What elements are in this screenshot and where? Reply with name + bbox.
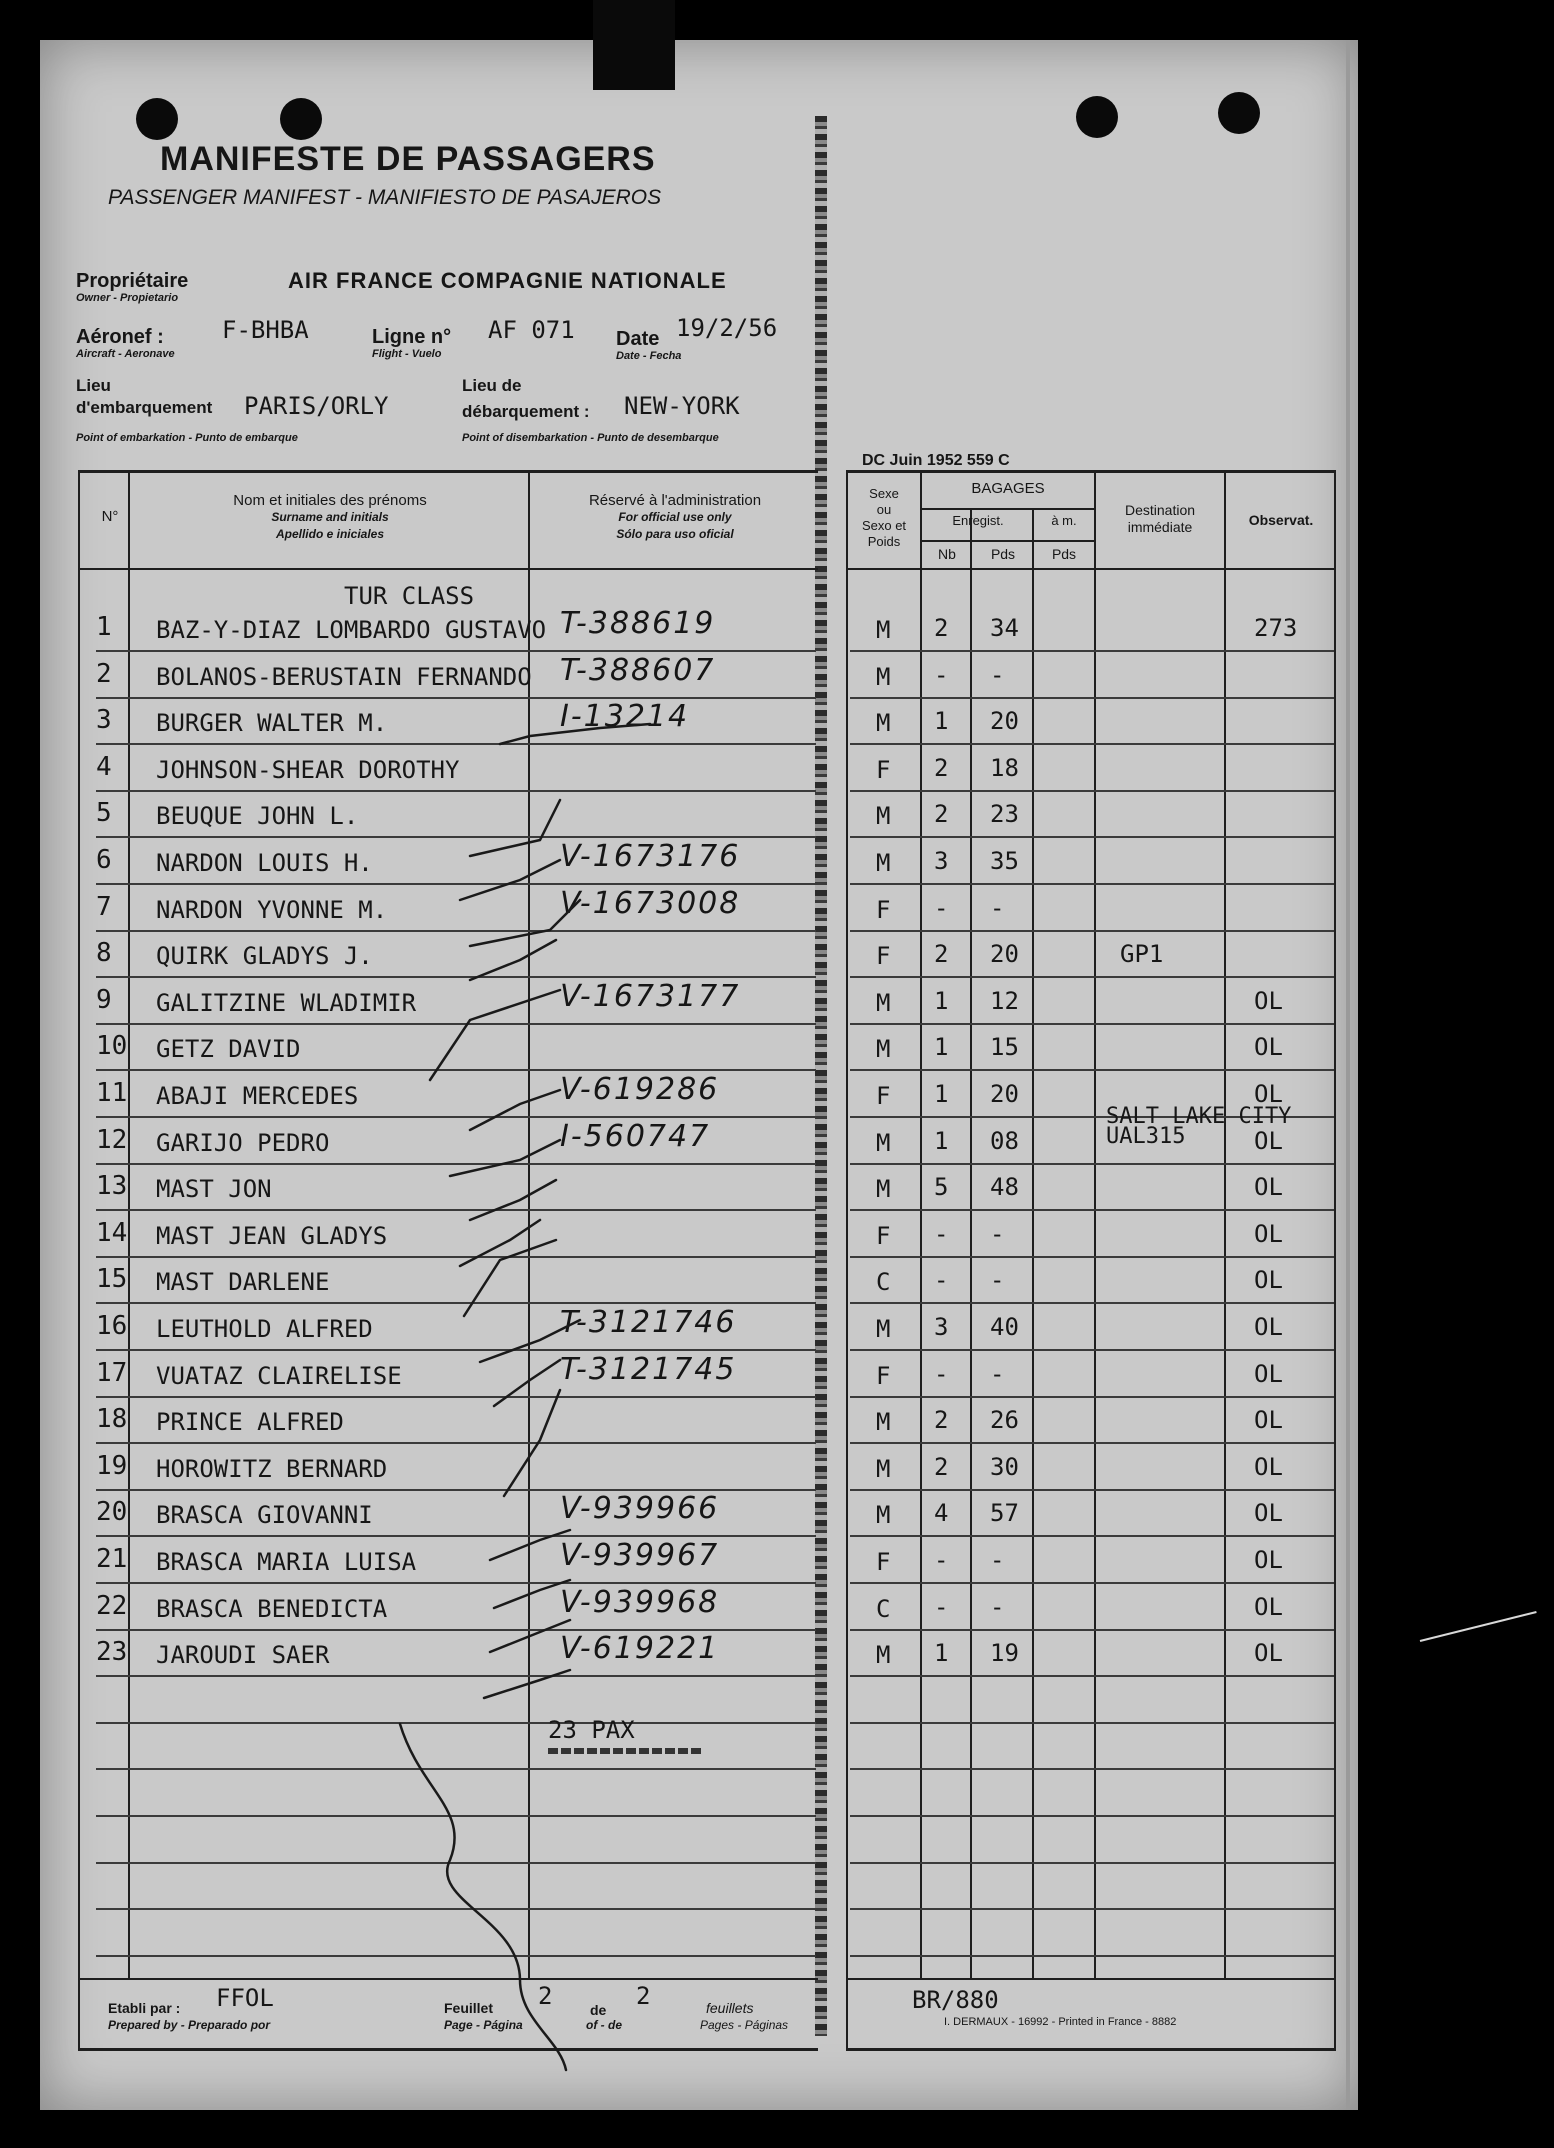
passenger-sex: M bbox=[876, 988, 891, 1017]
baggage-weight: 08 bbox=[990, 1126, 1019, 1155]
baggage-weight: 20 bbox=[990, 940, 1019, 969]
baggage-weight: 18 bbox=[990, 753, 1019, 782]
baggage-count: 2 bbox=[934, 753, 949, 782]
baggage-weight: 20 bbox=[990, 1080, 1019, 1108]
col-header-destination: Destination immédiate bbox=[1124, 502, 1196, 535]
baggage-weight: 57 bbox=[990, 1499, 1019, 1528]
document-number: T-388607 bbox=[560, 652, 716, 688]
passenger-sex: M bbox=[876, 1641, 891, 1670]
prepared-label: Etabli par : bbox=[108, 2000, 181, 2016]
baggage-count: - bbox=[934, 1546, 949, 1574]
col-header-sex-1: Sexe bbox=[869, 486, 899, 501]
col-header-pds: Pds bbox=[990, 546, 1016, 562]
check-mark bbox=[494, 1580, 570, 1608]
flight-sublabel: Flight - Vuelo bbox=[372, 348, 442, 360]
passenger-sex: M bbox=[876, 1035, 891, 1064]
col-header-hand: à m. bbox=[1051, 513, 1077, 528]
check-mark bbox=[490, 1620, 570, 1652]
passenger-name: JOHNSON-SHEAR DOROTHY bbox=[156, 755, 460, 784]
col-header-sex-3: Sexo et bbox=[861, 518, 907, 533]
passenger-name: BURGER WALTER M. bbox=[156, 709, 388, 738]
baggage-count: 1 bbox=[934, 1080, 949, 1108]
observation: OL bbox=[1254, 1266, 1283, 1295]
passenger-sex: M bbox=[876, 1175, 891, 1204]
check-mark bbox=[490, 1530, 570, 1560]
baggage-weight: 34 bbox=[990, 614, 1019, 642]
baggage-count: 2 bbox=[934, 800, 949, 829]
baggage-weight: - bbox=[990, 1592, 1005, 1621]
row-number: 6 bbox=[96, 845, 112, 875]
observation: 273 bbox=[1254, 614, 1298, 642]
row-number: 23 bbox=[96, 1637, 128, 1668]
baggage-count: 2 bbox=[934, 614, 949, 642]
passenger-sex: M bbox=[876, 1128, 891, 1157]
passenger-name: BEUQUE JOHN L. bbox=[156, 802, 359, 831]
aircraft-sublabel: Aircraft - Aeronave bbox=[76, 348, 175, 360]
page-title: MANIFESTE DE PASSAGERS bbox=[160, 140, 656, 178]
baggage-weight: - bbox=[990, 1359, 1005, 1388]
col-header-baggage: BAGAGES bbox=[971, 480, 1045, 497]
row-number: 8 bbox=[96, 938, 112, 969]
baggage-weight: - bbox=[990, 893, 1005, 922]
destination: SALT LAKE CITY UAL315 bbox=[1106, 1103, 1292, 1149]
col-header-admin-fr: Réservé à l'administration bbox=[588, 492, 762, 509]
passenger-sex: M bbox=[876, 1408, 891, 1437]
passenger-sex: M bbox=[876, 662, 891, 691]
baggage-weight: - bbox=[990, 1266, 1005, 1295]
col-header-name-en: Surname and initials bbox=[271, 510, 389, 524]
baggage-weight: 35 bbox=[990, 847, 1019, 875]
disembark-sublabel: Point of disembarkation - Punto de desembarque bbox=[462, 432, 719, 444]
baggage-weight: 26 bbox=[990, 1406, 1019, 1435]
document-number: V-619221 bbox=[560, 1631, 720, 1667]
col-header-registered: Enregist. bbox=[952, 513, 1004, 528]
document-number: V-939967 bbox=[560, 1538, 720, 1573]
embark-value: PARIS/ORLY bbox=[244, 392, 389, 420]
baggage-weight: - bbox=[990, 1219, 1005, 1248]
observation: OL bbox=[1254, 1313, 1283, 1341]
row-number: 16 bbox=[96, 1311, 128, 1341]
passenger-name: JAROUDI SAER bbox=[156, 1641, 330, 1670]
passenger-sex: M bbox=[876, 709, 891, 738]
passenger-sex: F bbox=[876, 1082, 891, 1110]
baggage-count: 1 bbox=[934, 1033, 949, 1062]
passenger-name: HOROWITZ BERNARD bbox=[156, 1454, 388, 1483]
observation: OL bbox=[1254, 1452, 1283, 1481]
passenger-name: BOLANOS-BERUSTAIN FERNANDO bbox=[156, 662, 532, 691]
embark-label: Lieu bbox=[76, 376, 111, 395]
baggage-count: 1 bbox=[934, 1639, 949, 1668]
passenger-sex: F bbox=[876, 1548, 891, 1576]
aircraft-label: Aéronef : bbox=[76, 326, 164, 348]
document-number: T-3121745 bbox=[560, 1351, 737, 1387]
passenger-sex: F bbox=[876, 942, 891, 971]
baggage-count: 2 bbox=[934, 940, 949, 969]
col-header-admin-en: For official use only bbox=[618, 510, 732, 524]
row-number: 5 bbox=[96, 798, 112, 829]
col-header-admin-es: Sólo para uso oficial bbox=[616, 527, 734, 541]
flight-value: AF 071 bbox=[488, 316, 575, 344]
check-mark bbox=[464, 1240, 556, 1316]
baggage-weight: 40 bbox=[990, 1313, 1019, 1341]
disembark-label: débarquement : bbox=[462, 402, 590, 421]
of-label: de bbox=[590, 2002, 607, 2018]
date-label: Date bbox=[616, 328, 660, 350]
observation: OL bbox=[1254, 1592, 1283, 1621]
passenger-name: NARDON LOUIS H. bbox=[156, 849, 373, 877]
baggage-count: 3 bbox=[934, 847, 949, 875]
date-sublabel: Date - Fecha bbox=[616, 350, 682, 362]
document-number: I-13214 bbox=[560, 699, 690, 735]
observation: OL bbox=[1254, 1359, 1283, 1388]
passenger-sex: M bbox=[876, 802, 891, 831]
check-mark bbox=[450, 1140, 560, 1176]
prepared-sublabel: Prepared by - Preparado por bbox=[108, 2018, 271, 2032]
observation: OL bbox=[1254, 1033, 1283, 1062]
baggage-count: - bbox=[934, 1266, 949, 1295]
col-header-nb: Nb bbox=[938, 546, 956, 562]
row-number: 21 bbox=[96, 1544, 128, 1574]
owner-label: Propriétaire bbox=[76, 270, 189, 292]
baggage-count: 2 bbox=[934, 1406, 949, 1435]
baggage-count: 1 bbox=[934, 986, 949, 1015]
document-number: I-560747 bbox=[560, 1118, 711, 1154]
baggage-count: - bbox=[934, 1219, 949, 1248]
baggage-weight: - bbox=[990, 1546, 1005, 1574]
check-mark bbox=[460, 860, 560, 900]
passenger-name: GARIJO PEDRO bbox=[156, 1128, 330, 1157]
passenger-name: MAST DARLENE bbox=[156, 1268, 330, 1297]
baggage-weight: - bbox=[990, 660, 1005, 689]
check-mark bbox=[484, 1670, 570, 1698]
passenger-name: VUATAZ CLAIRELISE bbox=[156, 1361, 402, 1390]
embark-sublabel: Point of embarkation - Punto de embarque bbox=[76, 432, 298, 444]
document-number: V-1673177 bbox=[560, 978, 741, 1014]
row-number: 10 bbox=[96, 1031, 128, 1062]
check-mark bbox=[470, 800, 560, 856]
row-number: 19 bbox=[96, 1450, 128, 1481]
sheets-sublabel: Pages - Páginas bbox=[700, 2018, 789, 2032]
passenger-sex: F bbox=[876, 1221, 891, 1250]
baggage-count: 2 bbox=[934, 1452, 949, 1481]
check-mark bbox=[500, 724, 650, 744]
col-header-hand-pds: Pds bbox=[1051, 546, 1077, 562]
row-number: 14 bbox=[96, 1217, 128, 1248]
passenger-name: NARDON YVONNE M. bbox=[156, 895, 388, 924]
check-mark bbox=[470, 900, 580, 946]
document-number: V-939968 bbox=[560, 1584, 720, 1620]
sheets-label: feuillets bbox=[706, 2000, 754, 2016]
baggage-weight: 19 bbox=[990, 1639, 1019, 1668]
passenger-sex: F bbox=[876, 755, 891, 784]
row-number: 7 bbox=[96, 891, 112, 922]
page-subtitle: PASSENGER MANIFEST - MANIFIESTO DE PASAJEROS bbox=[108, 186, 662, 209]
flight-label: Ligne n° bbox=[372, 326, 452, 348]
check-mark bbox=[470, 1090, 560, 1130]
baggage-weight: 12 bbox=[990, 986, 1019, 1015]
passenger-sex: F bbox=[876, 895, 891, 924]
passenger-name: QUIRK GLADYS J. bbox=[156, 942, 373, 971]
row-number: 1 bbox=[96, 612, 112, 642]
observation: OL bbox=[1254, 1126, 1283, 1155]
prepared-value: FFOL bbox=[216, 1984, 274, 2012]
owner-value: AIR FRANCE COMPAGNIE NATIONALE bbox=[288, 268, 727, 293]
row-number: 13 bbox=[96, 1171, 128, 1202]
sheet-sublabel: Page - Página bbox=[444, 2018, 523, 2032]
baggage-weight: 23 bbox=[990, 800, 1019, 829]
passenger-name: BRASCA GIOVANNI bbox=[156, 1501, 373, 1530]
baggage-count: - bbox=[934, 660, 949, 689]
baggage-weight: 30 bbox=[990, 1452, 1019, 1481]
passenger-name: PRINCE ALFRED bbox=[156, 1408, 344, 1437]
row-number: 20 bbox=[96, 1497, 128, 1528]
of-sublabel: of - de bbox=[586, 2018, 622, 2032]
col-header-sex-2: ou bbox=[876, 502, 892, 517]
form-code: DC Juin 1952 559 C bbox=[862, 452, 1010, 469]
passenger-name: ABAJI MERCEDES bbox=[156, 1082, 359, 1110]
row-number: 12 bbox=[96, 1124, 128, 1155]
passenger-name: MAST JEAN GLADYS bbox=[156, 1221, 388, 1250]
observation: OL bbox=[1254, 1499, 1283, 1528]
row-number: 2 bbox=[96, 658, 112, 689]
observation: OL bbox=[1254, 1546, 1283, 1574]
passenger-sex: C bbox=[876, 1268, 891, 1297]
disembark-label: Lieu de bbox=[462, 376, 522, 395]
baggage-count: 5 bbox=[934, 1173, 949, 1202]
total-pax: 23 PAX bbox=[548, 1716, 635, 1744]
baggage-count: 1 bbox=[934, 707, 949, 736]
check-mark bbox=[494, 1360, 560, 1406]
passenger-sex: M bbox=[876, 1501, 891, 1530]
row-number: 3 bbox=[96, 705, 112, 736]
observation: OL bbox=[1254, 1080, 1283, 1108]
aircraft-value: F-BHBA bbox=[222, 316, 309, 344]
row-number: 18 bbox=[96, 1404, 128, 1435]
passenger-name: LEUTHOLD ALFRED bbox=[156, 1315, 373, 1343]
check-mark bbox=[470, 1180, 556, 1220]
check-mark bbox=[430, 990, 560, 1080]
row-number: 15 bbox=[96, 1264, 128, 1295]
passenger-sex: M bbox=[876, 1454, 891, 1483]
baggage-weight: 20 bbox=[990, 707, 1019, 736]
passenger-name: MAST JON bbox=[156, 1175, 272, 1204]
row-number: 22 bbox=[96, 1590, 128, 1621]
date-value: 19/2/56 bbox=[676, 314, 778, 342]
passenger-sex: M bbox=[876, 616, 891, 644]
row-number: 9 bbox=[96, 984, 112, 1015]
col-header-name-es: Apellido e iniciales bbox=[275, 527, 385, 541]
printer-credit: I. DERMAUX - 16992 - Printed in France - 8882 bbox=[944, 2016, 1177, 2028]
col-header-observations: Observat. bbox=[1248, 512, 1314, 528]
document-number: V-619286 bbox=[560, 1072, 720, 1107]
passenger-name: BRASCA MARIA LUISA bbox=[156, 1548, 417, 1576]
passenger-sex: M bbox=[876, 1315, 891, 1343]
sheet-label: Feuillet bbox=[444, 2000, 494, 2016]
baggage-weight: 48 bbox=[990, 1173, 1019, 1202]
baggage-count: 4 bbox=[934, 1499, 949, 1528]
sheet-value: 2 bbox=[538, 1982, 553, 2010]
observation: OL bbox=[1254, 1219, 1283, 1248]
document-number: V-939966 bbox=[560, 1491, 720, 1527]
row-number: 17 bbox=[96, 1357, 128, 1388]
document-number: V-1673008 bbox=[560, 885, 741, 921]
class-label: TUR CLASS bbox=[344, 582, 475, 610]
document-number: T-388619 bbox=[560, 606, 716, 641]
embark-label: d'embarquement bbox=[76, 398, 213, 417]
of-value: 2 bbox=[636, 1982, 651, 2010]
passenger-sex: M bbox=[876, 849, 891, 877]
observation: OL bbox=[1254, 1406, 1283, 1435]
check-mark bbox=[470, 940, 556, 980]
baggage-count: - bbox=[934, 1592, 949, 1621]
baggage-count: - bbox=[934, 1359, 949, 1388]
passenger-name: BAZ-Y-DIAZ LOMBARDO GUSTAVO bbox=[156, 616, 547, 644]
passenger-sex: F bbox=[876, 1361, 891, 1390]
observation: OL bbox=[1254, 986, 1283, 1015]
col-header-sex-4: Poids bbox=[867, 534, 901, 549]
baggage-count: 1 bbox=[934, 1126, 949, 1155]
document-number: T-3121746 bbox=[560, 1305, 737, 1340]
check-mark bbox=[504, 1390, 560, 1496]
destination: GP1 bbox=[1120, 940, 1164, 969]
observation: OL bbox=[1254, 1173, 1283, 1202]
col-header-name-fr: Nom et initiales des prénoms bbox=[233, 492, 427, 509]
owner-sublabel: Owner - Propietario bbox=[76, 292, 179, 304]
disembark-value: NEW-YORK bbox=[624, 392, 740, 420]
row-number: 11 bbox=[96, 1078, 128, 1108]
check-mark bbox=[480, 1320, 580, 1362]
passenger-name: GALITZINE WLADIMIR bbox=[156, 988, 417, 1017]
passenger-name: GETZ DAVID bbox=[156, 1035, 301, 1064]
reference-number: BR/880 bbox=[912, 1986, 999, 2014]
row-number: 4 bbox=[96, 751, 112, 782]
observation: OL bbox=[1254, 1639, 1283, 1668]
passenger-sex: C bbox=[876, 1594, 891, 1623]
baggage-weight: 15 bbox=[990, 1033, 1019, 1062]
baggage-count: - bbox=[934, 893, 949, 922]
baggage-count: 3 bbox=[934, 1313, 949, 1341]
col-header-no: N° bbox=[101, 508, 119, 525]
document-number: V-1673176 bbox=[560, 839, 741, 874]
passenger-name: BRASCA BENEDICTA bbox=[156, 1594, 388, 1623]
